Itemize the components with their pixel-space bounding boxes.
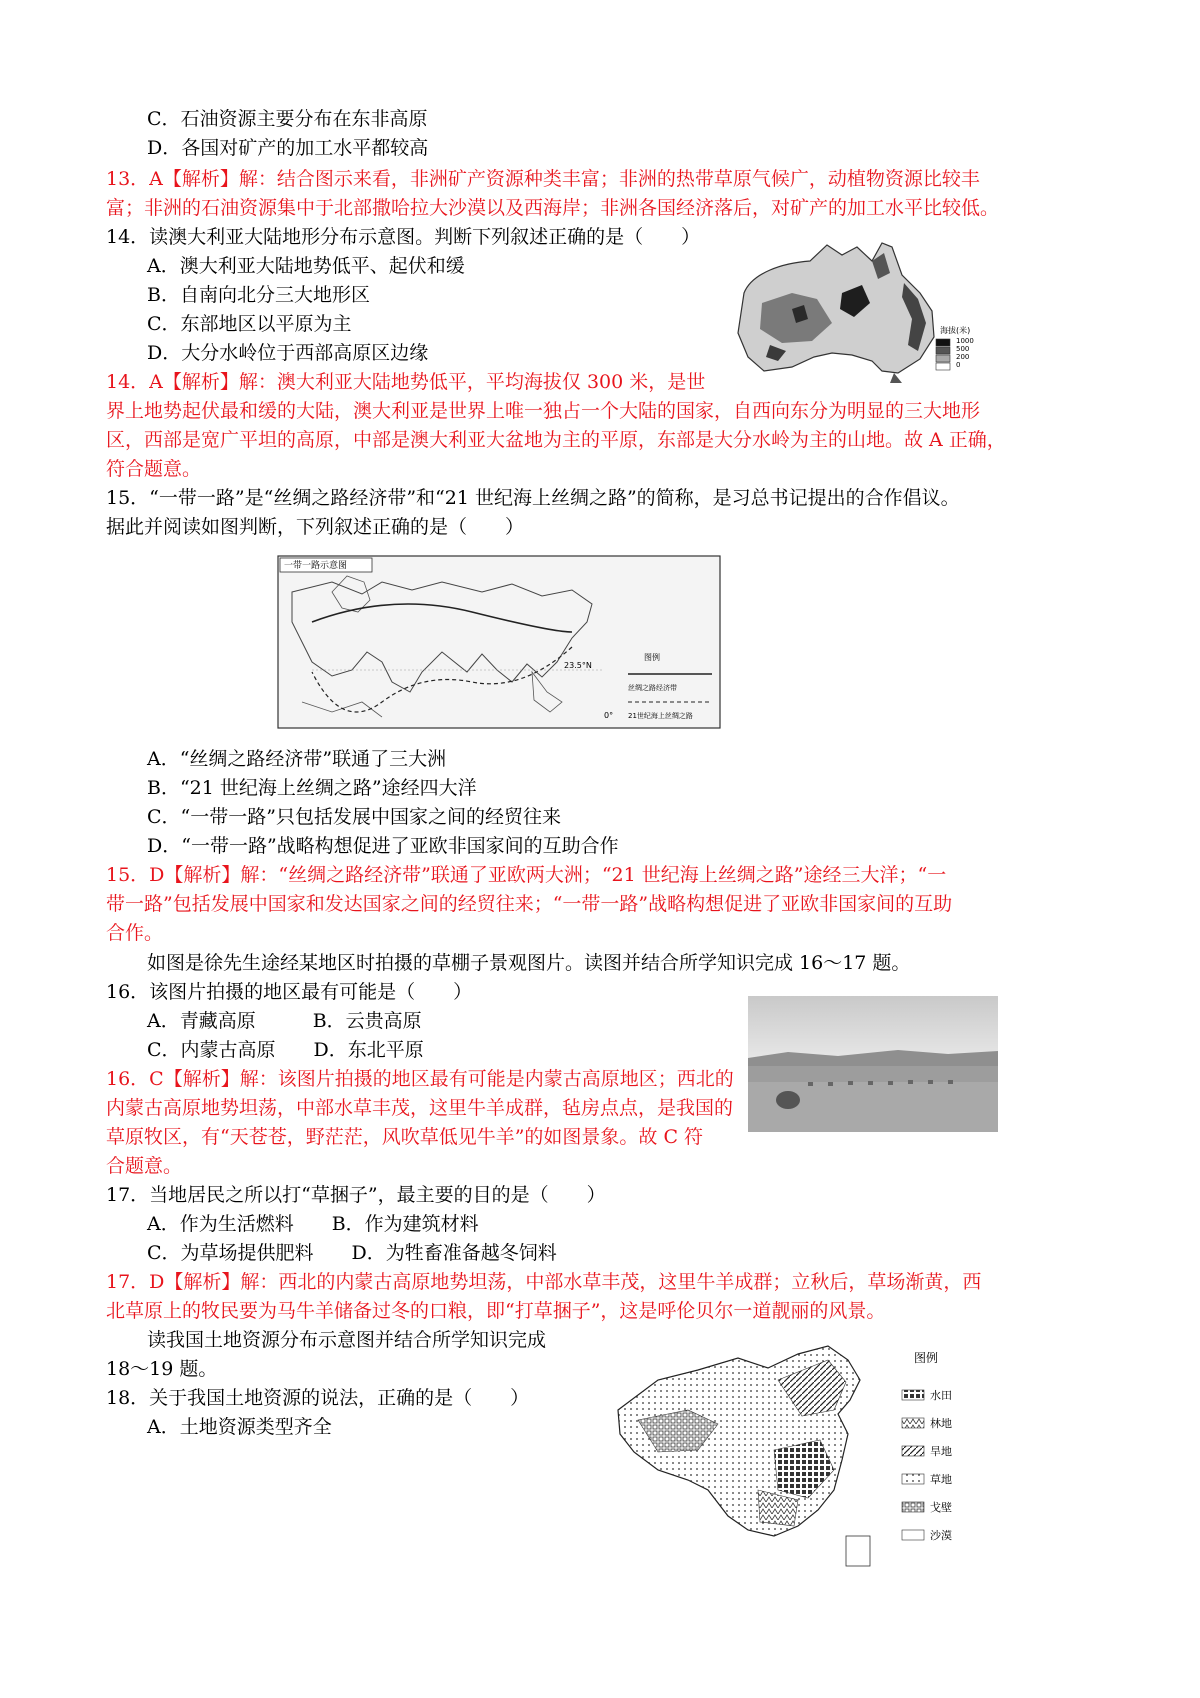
option-c-q12: C．石油资源主要分布在东非高原 (147, 108, 428, 130)
answer-15-line2: 带一路”包括发展中国家和发达国家之间的经贸往来；“一带一路”战略构想促进了亚欧非国家间的互助 (106, 893, 953, 915)
intro-16-17: 如图是徐先生途经某地区时拍摄的草棚子景观图片。读图并结合所学知识完成 16～17 题。 (147, 952, 911, 974)
options-ab-q16: A．青藏高原 B．云贵高原 (147, 1010, 422, 1032)
paddy-swatch (902, 1390, 924, 1400)
answer-16-line3: 草原牧区，有“天苍苍，野茫茫，风吹草低见牛羊”的如图景象。故 C 符 (106, 1126, 704, 1148)
gobi-swatch (902, 1502, 924, 1512)
option-d-q15: D．“一带一路”战略构想促进了亚欧非国家间的互助合作 (147, 835, 619, 857)
legend-forest: 林地 (930, 1417, 952, 1430)
answer-16-line1: 16．C【解析】解：该图片拍摄的地区最有可能是内蒙古高原地区；西北的 (106, 1068, 734, 1090)
dryland-swatch (902, 1446, 924, 1456)
australia-legend-200: 200 (956, 353, 970, 361)
answer-16-line4: 合题意。 (106, 1155, 183, 1177)
question-14-stem: 14．读澳大利亚大陆地形分布示意图。判断下列叙述正确的是（ ） (106, 226, 701, 248)
belt-road-legend-title: 图例 (644, 653, 660, 662)
legend-grassland: 草地 (930, 1473, 952, 1486)
forest-swatch (902, 1418, 924, 1428)
option-d-q12: D．各国对矿产的加工水平都较高 (147, 137, 429, 159)
latitude-label: 23.5°N (564, 661, 592, 670)
australia-legend-0: 0 (956, 361, 961, 369)
option-b-q14: B．自南向北分三大地形区 (147, 284, 370, 306)
answer-14-line4: 符合题意。 (106, 458, 202, 480)
legend-silk-road-belt: 丝绸之路经济带 (628, 684, 677, 692)
answer-15-line3: 合作。 (106, 922, 164, 944)
question-17-stem: 17．当地居民之所以打“草捆子”，最主要的目的是（ ） (106, 1184, 606, 1206)
answer-15-line1: 15．D【解析】解：“丝绸之路经济带”联通了亚欧两大洲；“21 世纪海上丝绸之路”途经三大洋；“一 (106, 864, 947, 886)
legend-maritime-silk-road: 21世纪海上丝绸之路 (628, 712, 693, 720)
grassland-swatch (902, 1474, 924, 1484)
answer-16-line2: 内蒙古高原地势坦荡，中部水草丰茂，这里牛羊成群，毡房点点，是我国的 (106, 1097, 734, 1119)
grassland-hay-bale-photo (748, 996, 998, 1132)
intro-18-19-line1: 读我国土地资源分布示意图并结合所学知识完成 (147, 1329, 547, 1351)
answer-13-line1: 13．A【解析】解：结合图示来看，非洲矿产资源种类丰富；非洲的热带草原气候广，动植物资源比较丰 (106, 168, 980, 190)
answer-14-line3: 区，西部是宽广平坦的高原，中部是澳大利亚大盆地为主的平原，东部是大分水岭为主的山地。故 A 正确， (106, 429, 1006, 451)
options-ab-q17: A．作为生活燃料 B．作为建筑材料 (147, 1213, 479, 1235)
legend-dryland: 旱地 (930, 1445, 952, 1458)
answer-14-line1: 14．A【解析】解：澳大利亚大陆地势低平，平均海拔仅 300 米，是世 (106, 371, 706, 393)
belt-road-map (272, 552, 734, 732)
question-16-stem: 16．该图片拍摄的地区最有可能是（ ） (106, 981, 473, 1003)
australia-legend-500: 500 (956, 345, 970, 353)
australia-terrain-map (722, 233, 994, 383)
answer-17-line1: 17．D【解析】解：西北的内蒙古高原地势坦荡，中部水草丰茂，这里牛羊成群；立秋后，草场渐黄，西 (106, 1271, 982, 1293)
australia-legend-1000: 1000 (956, 337, 974, 345)
legend-paddy: 水田 (930, 1389, 952, 1402)
question-15-stem-line2: 据此并阅读如图判断，下列叙述正确的是（ ） (106, 516, 525, 538)
options-cd-q17: C．为草场提供肥料 D．为牲畜准备越冬饲料 (147, 1242, 557, 1264)
legend-desert: 沙漠 (930, 1529, 952, 1542)
equator-label: 0° (604, 711, 614, 720)
option-d-q14: D．大分水岭位于西部高原区边缘 (147, 342, 429, 364)
options-cd-q16: C．内蒙古高原 D．东北平原 (147, 1039, 424, 1061)
option-c-q15: C．“一带一路”只包括发展中国家之间的经贸往来 (147, 806, 561, 828)
option-a-q15: A．“丝绸之路经济带”联通了三大洲 (147, 748, 447, 770)
desert-swatch (902, 1530, 924, 1540)
answer-14-line2: 界上地势起伏最和缓的大陆，澳大利亚是世界上唯一独占一个大陆的国家，自西向东分为明显的三大地形 (106, 400, 981, 422)
question-15-stem-line1: 15．“一带一路”是“丝绸之路经济带”和“21 世纪海上丝绸之路”的简称，是习总书记提出的合作倡议。 (106, 487, 960, 509)
option-c-q14: C．东部地区以平原为主 (147, 313, 352, 335)
option-b-q15: B．“21 世纪海上丝绸之路”途经四大洋 (147, 777, 477, 799)
china-land-resources-map (598, 1340, 988, 1572)
answer-13-line2: 富；非洲的石油资源集中于北部撒哈拉大沙漠以及西海岸；非洲各国经济落后，对矿产的加工水平比较低。 (106, 197, 1000, 219)
option-a-q18: A．土地资源类型齐全 (147, 1416, 332, 1438)
china-map-legend-title: 图例 (914, 1351, 939, 1365)
answer-17-line2: 北草原上的牧民要为马牛羊储备过冬的口粮，即“打草捆子”，这是呼伦贝尔一道靓丽的风景。 (106, 1300, 886, 1322)
legend-gobi: 戈壁 (930, 1501, 952, 1514)
intro-18-19-line2: 18～19 题。 (106, 1358, 218, 1380)
option-a-q14: A．澳大利亚大陆地势低平、起伏和缓 (147, 255, 465, 277)
australia-legend-title: 海拔(米) (940, 326, 971, 335)
belt-road-map-title: 一带一路示意图 (284, 561, 348, 571)
question-18-stem: 18．关于我国土地资源的说法，正确的是（ ） (106, 1387, 530, 1409)
